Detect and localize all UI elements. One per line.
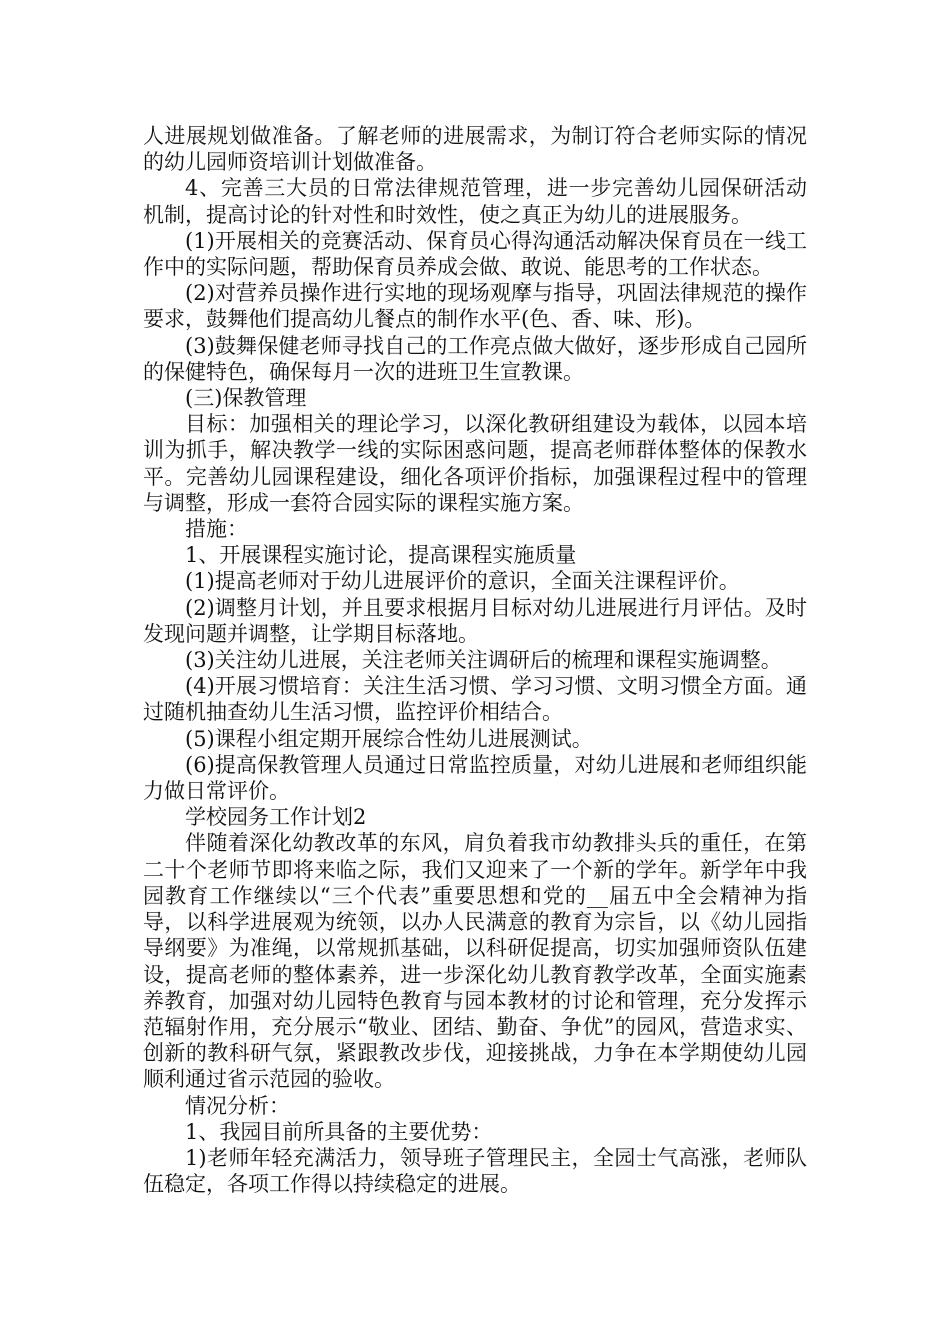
paragraph: (1)提高老师对于幼儿进展评价的意识，全面关注课程评价。 <box>185 569 740 594</box>
document-body <box>143 123 807 1197</box>
paragraph: (4)开展习惯培育：关注生活习惯、学习习惯、文明习惯全方面。通过随机抽查幼儿生活习惯，监控评价相结合。 <box>143 674 807 725</box>
paragraph: (3)鼓舞保健老师寻找自己的工作亮点做大做好，逐步形成自己园所的保健特色，确保每月一次的进班卫生宣教课。 <box>143 333 807 384</box>
paragraph: 伴随着深化幼教改革的东风，肩负着我市幼教排头兵的重任，在第二十个老师节即将来临之际，我们又迎来了一个新的学年。新学年中我园教育工作继续以“三个代表”重要思想和党的__届五中全会精神为指导，以科学进展观为统领，以办人民满意的教育为宗旨，以《幼儿园指导纲要》为准绳，以常规抓基础，以科研促提高，切实加强师资队伍建设，提高老师的整体素养，进一步深化幼儿教育教学改革，全面实施素养教育，加强对幼儿园特色教育与园本教材的讨论和管理，充分发挥示范辐射作用，充分展示“敬业、团结、勤奋、争优”的园风，营造求实、创新的教科研气氛，紧跟教改步伐，迎接挑战，力争在本学期使幼儿园顺利通过省示范园的验收。 <box>143 831 807 1092</box>
paragraph: 1、开展课程实施讨论，提高课程实施质量 <box>185 543 577 568</box>
paragraph: (2)调整月计划，并且要求根据月目标对幼儿进展进行月评估。及时发现问题并调整，让学期目标落地。 <box>143 595 807 646</box>
paragraph: (3)关注幼儿进展，关注老师关注调研后的梳理和课程实施调整。 <box>185 648 782 673</box>
paragraph: 1、我园目前所具备的主要优势： <box>185 1119 493 1144</box>
paragraph: (1)开展相关的竞赛活动、保育员心得沟通活动解决保育员在一线工作中的实际问题，帮助保育员养成会做、敢说、能思考的工作状态。 <box>143 228 807 280</box>
paragraph: (6)提高保教管理人员通过日常监控质量，对幼儿进展和老师组织能力做日常评价。 <box>143 752 807 804</box>
paragraph: (5)课程小组定期开展综合性幼儿进展测试。 <box>185 726 593 751</box>
paragraph: 情况分析： <box>185 1093 290 1118</box>
paragraph: 1)老师年轻充满活力，领导班子管理民主，全园士气高涨，老师队伍稳定，各项工作得以持续稳定的进展。 <box>143 1145 807 1197</box>
paragraph: 人进展规划做准备。了解老师的进展需求，为制订符合老师实际的情况的幼儿园师资培训计划做准备。 <box>143 124 807 175</box>
paragraph: 4、完善三大员的日常法律规范管理，进一步完善幼儿园保研活动机制，提高讨论的针对性和时效性，使之真正为幼儿的进展服务。 <box>143 176 807 227</box>
paragraph: (2)对营养员操作进行实地的现场观摩与指导，巩固法律规范的操作要求，鼓舞他们提高幼儿餐点的制作水平(色、香、味、形)。 <box>143 281 807 332</box>
paragraph: 学校园务工作计划2 <box>185 805 367 830</box>
paragraph: 目标：加强相关的理论学习，以深化教研组建设为载体，以园本培训为抓手，解决教学一线的实际困惑问题，提高老师群体整体的保教水平。完善幼儿园课程建设，细化各项评价指标，加强课程过程中的管理与调整，形成一套符合园实际的课程实施方案。 <box>143 412 807 515</box>
paragraph: 措施： <box>185 517 248 542</box>
paragraph: (三)保教管理 <box>185 386 307 411</box>
